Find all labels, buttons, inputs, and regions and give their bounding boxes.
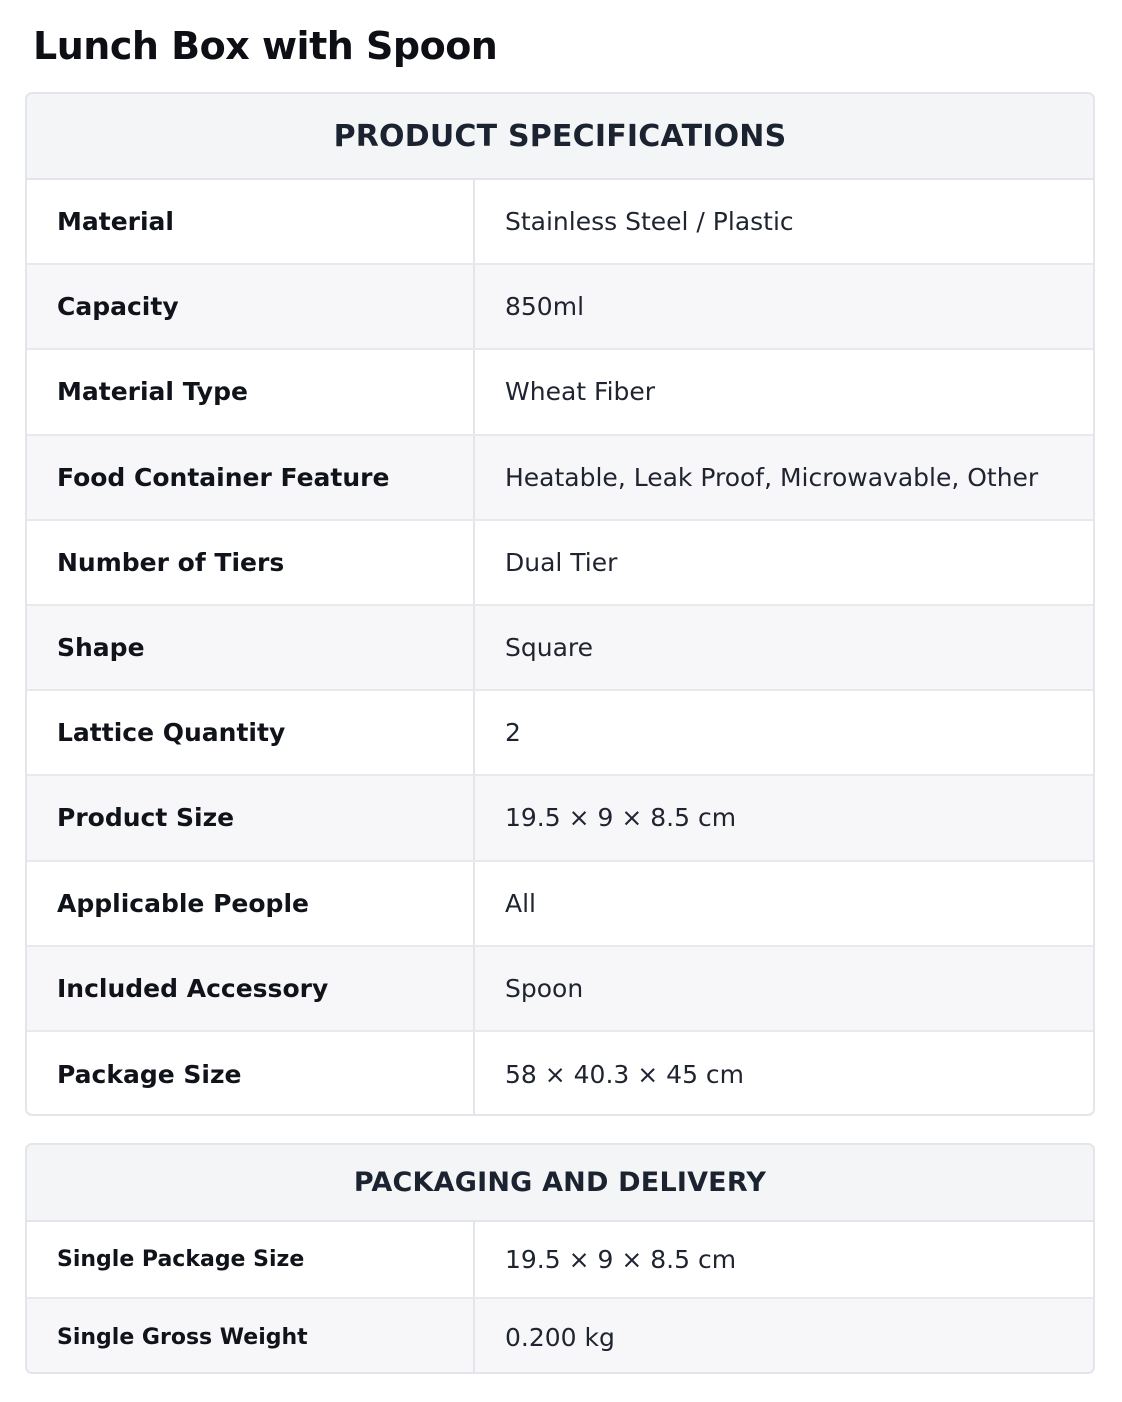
- spec-label: Material: [27, 180, 475, 263]
- spec-value: Square: [505, 633, 594, 663]
- spec-value: 19.5 × 9 × 8.5 cm: [505, 1245, 737, 1274]
- spec-row-lattice-quantity: [27, 691, 1093, 776]
- spec-value: Stainless Steel / Plastic: [505, 207, 794, 237]
- spec-row-material: [27, 180, 1093, 265]
- spec-row-number-of-tiers: [27, 521, 1093, 606]
- spec-label: Single Gross Weight: [27, 1299, 475, 1374]
- spec-value: 2: [505, 718, 521, 748]
- spec-row-capacity: [27, 265, 1093, 350]
- page-title: Lunch Box with Spoon: [33, 24, 498, 68]
- delivery-row-single-package-size: [27, 1222, 1093, 1299]
- spec-label: Food Container Feature: [27, 436, 475, 519]
- spec-row-package-size: [27, 1032, 1093, 1116]
- product-specifications-table: [25, 92, 1095, 1116]
- spec-value: 58 × 40.3 × 45 cm: [505, 1059, 745, 1089]
- spec-value: Heatable, Leak Proof, Microwavable, Other: [505, 462, 1039, 492]
- spec-label: Number of Tiers: [27, 521, 475, 604]
- spec-value: 850ml: [505, 292, 585, 322]
- spec-label: Single Package Size: [27, 1222, 475, 1297]
- spec-value: 19.5 × 9 × 8.5 cm: [505, 803, 737, 833]
- spec-label: Capacity: [27, 265, 475, 348]
- spec-label: Product Size: [27, 776, 475, 859]
- spec-label: Applicable People: [27, 862, 475, 945]
- spec-label: Package Size: [27, 1032, 475, 1116]
- spec-row-applicable-people: [27, 862, 1093, 947]
- spec-row-product-size: [27, 776, 1093, 861]
- packaging-delivery-table: [25, 1143, 1095, 1374]
- spec-value: Dual Tier: [505, 547, 618, 577]
- spec-label: Material Type: [27, 350, 475, 433]
- spec-value: All: [505, 888, 536, 918]
- product-specifications-header: PRODUCT SPECIFICATIONS: [27, 94, 1093, 180]
- delivery-row-single-gross-weight: [27, 1299, 1093, 1374]
- spec-row-included-accessory: [27, 947, 1093, 1032]
- spec-value: 0.200 kg: [505, 1323, 615, 1352]
- packaging-delivery-header: PACKAGING AND DELIVERY: [27, 1145, 1093, 1222]
- spec-label: Included Accessory: [27, 947, 475, 1030]
- spec-row-food-container-feature: [27, 436, 1093, 521]
- spec-label: Lattice Quantity: [27, 691, 475, 774]
- spec-row-shape: [27, 606, 1093, 691]
- spec-value: Spoon: [505, 973, 584, 1003]
- spec-value: Wheat Fiber: [505, 377, 656, 407]
- spec-label: Shape: [27, 606, 475, 689]
- spec-row-material-type: [27, 350, 1093, 435]
